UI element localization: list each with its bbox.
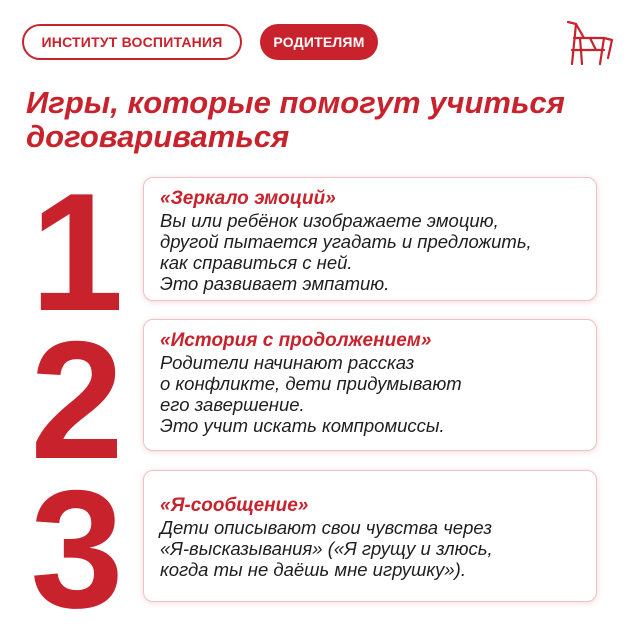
game-description-line: его завершение. <box>160 394 305 415</box>
game-description-line: «Я-высказывания» («Я грущу и злюсь, <box>160 538 493 559</box>
game-title: «Я-сообщение» <box>160 495 309 516</box>
game-title: «Зеркало эмоций» <box>160 188 336 209</box>
game-description-line: Вы или ребёнок изображаете эмоцию, <box>160 210 499 231</box>
page-title-line: Игры, которые помогут учиться <box>26 85 565 120</box>
step-number: 1 <box>30 158 124 346</box>
step-number: 3 <box>30 455 124 643</box>
game-description-line: другой пытается угадать и предложить, <box>160 231 532 252</box>
game-description-line: о конфликте, дети придумывают <box>160 373 462 394</box>
chair-icon <box>560 18 618 68</box>
game-card <box>143 319 597 451</box>
page-title <box>26 86 586 154</box>
institute-badge: ИНСТИТУТ ВОСПИТАНИЯ <box>22 24 242 60</box>
page-title-line: договариваться <box>26 119 290 154</box>
step-number: 2 <box>30 306 124 494</box>
game-description-line: Это развивает эмпатию. <box>160 273 390 294</box>
audience-badge: РОДИТЕЛЯМ <box>260 24 378 60</box>
game-description-line: Родители начинают рассказ <box>160 352 415 373</box>
game-title: «История с продолжением» <box>160 330 432 351</box>
game-card <box>143 470 597 602</box>
game-description-line: когда ты не даёшь мне игрушку»). <box>160 559 466 580</box>
game-description-line: Дети описывают свои чувства через <box>160 517 493 538</box>
game-description-line: Это учит искать компромиссы. <box>160 415 445 436</box>
game-description-line: как справиться с ней. <box>160 252 353 273</box>
game-card <box>143 177 597 301</box>
